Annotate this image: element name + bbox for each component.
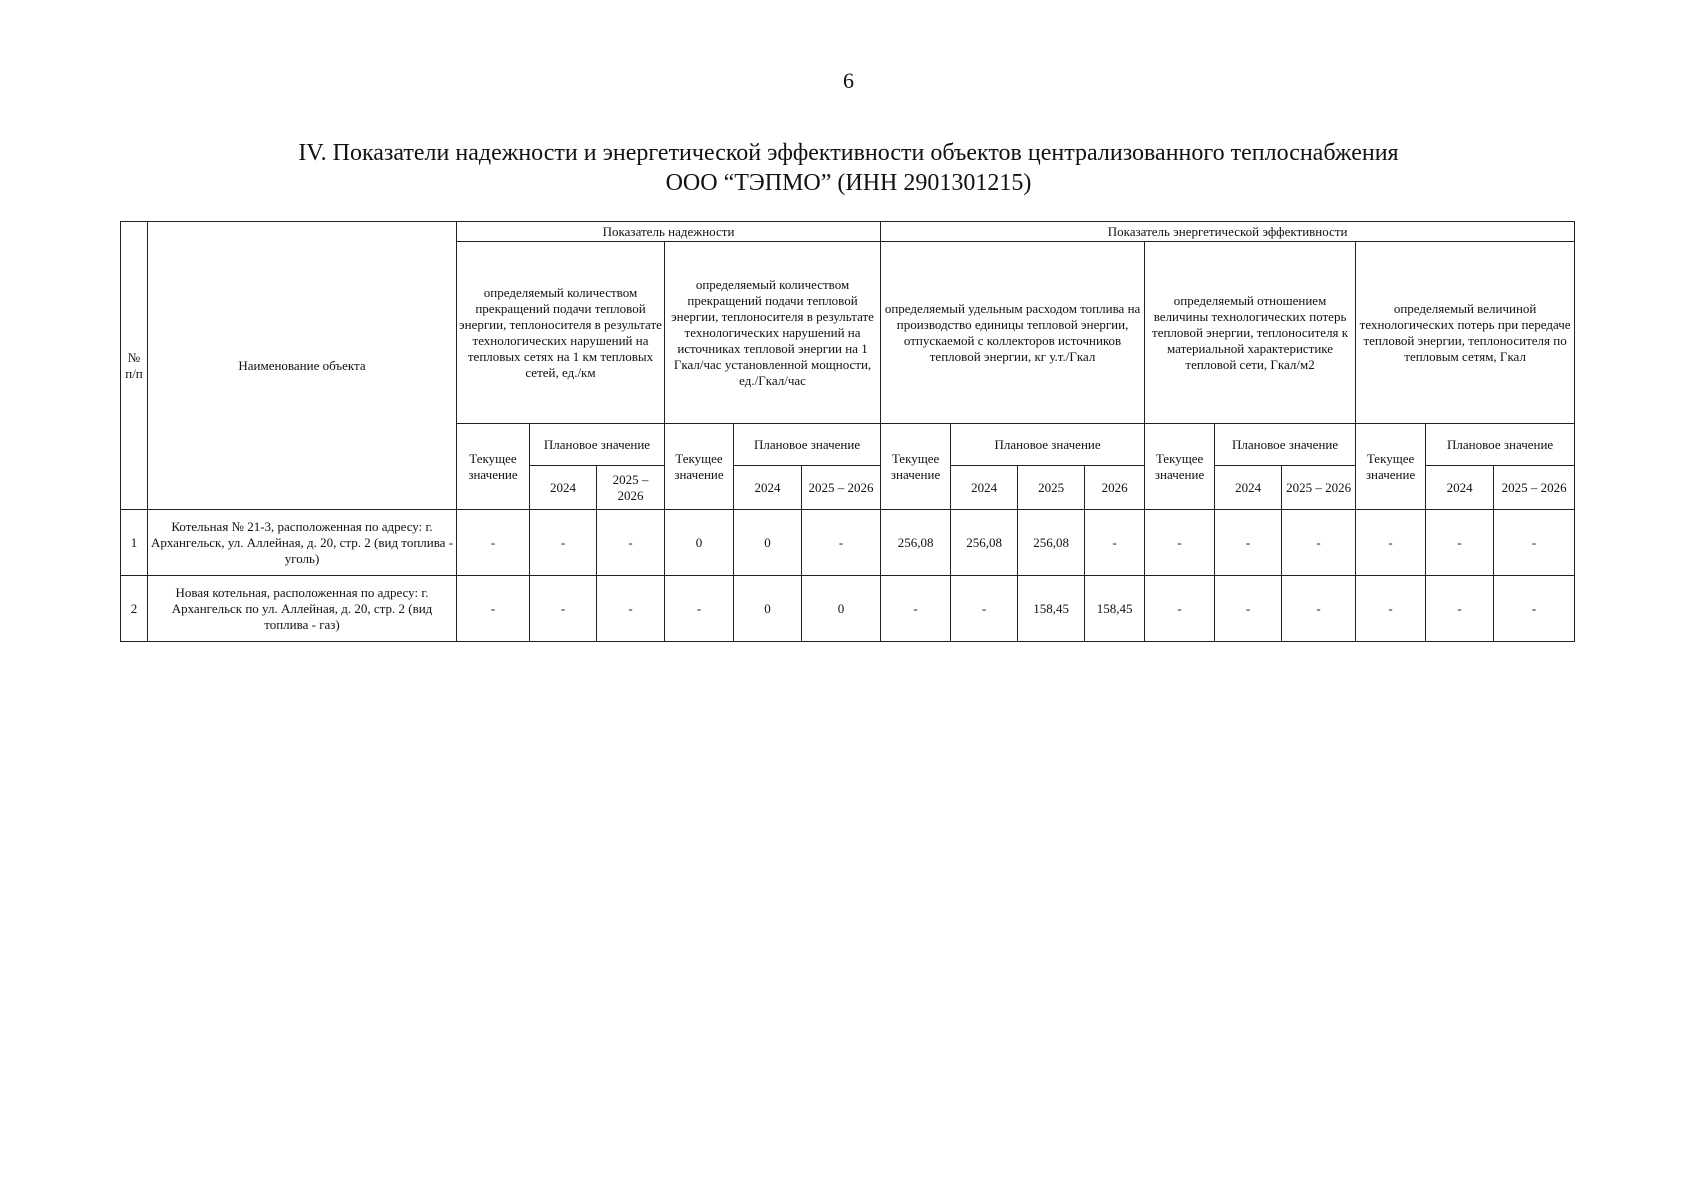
current-value-header: Текущее значение — [881, 424, 951, 510]
planned-value-header: Плановое значение — [951, 424, 1145, 466]
value-cell: 256,08 — [1018, 510, 1085, 576]
value-cell: - — [1215, 576, 1282, 642]
page-title — [0, 138, 1697, 198]
year-header: 2025 – 2026 — [1494, 466, 1575, 510]
value-cell: 158,45 — [1085, 576, 1145, 642]
current-value-header: Текущее значение — [1145, 424, 1215, 510]
col-num-header: № п/п — [121, 222, 148, 510]
indicator-header: определяемый величиной технологических потерь при передаче тепловой энергии, теплоносителя по тепловым сетям, Гкал — [1356, 242, 1575, 424]
value-cell: - — [1494, 510, 1575, 576]
value-cell: - — [530, 576, 597, 642]
year-header: 2026 — [1085, 466, 1145, 510]
value-cell: - — [1282, 510, 1356, 576]
indicator-header: определяемый количеством прекращений подачи тепловой энергии, теплоносителя в результате технологических нарушений на источниках тепловой энергии на 1 Гкал/час установленной мощности, ед./Гкал/час — [665, 242, 881, 424]
value-cell: - — [1356, 510, 1426, 576]
object-name: Котельная № 21-3, расположенная по адресу: г. Архангельск, ул. Аллейная, д. 20, стр. 2 (вид топлива - уголь) — [148, 510, 457, 576]
value-cell: - — [1282, 576, 1356, 642]
value-cell: - — [1215, 510, 1282, 576]
planned-value-header: Плановое значение — [1426, 424, 1575, 466]
value-cell: - — [802, 510, 881, 576]
indicator-header: определяемый количеством прекращений подачи тепловой энергии, теплоносителя в результате технологических нарушений на тепловых сетях на 1 км тепловых сетей, ед./км — [457, 242, 665, 424]
year-header: 2024 — [530, 466, 597, 510]
planned-value-header: Плановое значение — [734, 424, 881, 466]
indicators-table — [120, 221, 1575, 642]
value-cell: - — [1145, 510, 1215, 576]
year-header: 2025 – 2026 — [1282, 466, 1356, 510]
value-cell: 0 — [665, 510, 734, 576]
indicator-header: определяемый удельным расходом топлива на производство единицы тепловой энергии, отпускаемой с коллекторов источников тепловой энергии, кг у.т./Гкал — [881, 242, 1145, 424]
value-cell: - — [1426, 576, 1494, 642]
value-cell: - — [1085, 510, 1145, 576]
value-cell: 256,08 — [881, 510, 951, 576]
current-value-header: Текущее значение — [1356, 424, 1426, 510]
value-cell: - — [1145, 576, 1215, 642]
title-line-2: ООО “ТЭПМО” (ИНН 2901301215) — [665, 170, 1032, 196]
year-header: 2025 – 2026 — [802, 466, 881, 510]
planned-value-header: Плановое значение — [1215, 424, 1356, 466]
group-efficiency-header: Показатель энергетической эффективности — [881, 222, 1575, 242]
value-cell: - — [881, 576, 951, 642]
value-cell: - — [1426, 510, 1494, 576]
value-cell: - — [1494, 576, 1575, 642]
current-value-header: Текущее значение — [665, 424, 734, 510]
value-cell: - — [665, 576, 734, 642]
value-cell: - — [597, 510, 665, 576]
year-header: 2025 – 2026 — [597, 466, 665, 510]
object-name: Новая котельная, расположенная по адресу: г. Архангельск по ул. Аллейная, д. 20, стр. 2 (вид топлива - газ) — [148, 576, 457, 642]
current-value-header: Текущее значение — [457, 424, 530, 510]
value-cell: - — [951, 576, 1018, 642]
value-cell: 0 — [734, 576, 802, 642]
title-line-1: IV. Показатели надежности и энергетической эффективности объектов централизованного теплоснабжения — [298, 140, 1399, 166]
row-number: 1 — [121, 510, 148, 576]
value-cell: - — [457, 510, 530, 576]
value-cell: 158,45 — [1018, 576, 1085, 642]
planned-value-header: Плановое значение — [530, 424, 665, 466]
value-cell: 0 — [734, 510, 802, 576]
value-cell: - — [1356, 576, 1426, 642]
row-number: 2 — [121, 576, 148, 642]
indicator-header: определяемый отношением величины технологических потерь тепловой энергии, теплоносителя к материальной характеристике тепловой сети, Гкал/м2 — [1145, 242, 1356, 424]
year-header: 2025 — [1018, 466, 1085, 510]
value-cell: 0 — [802, 576, 881, 642]
group-reliability-header: Показатель надежности — [457, 222, 881, 242]
year-header: 2024 — [734, 466, 802, 510]
value-cell: - — [457, 576, 530, 642]
table-row — [121, 510, 1575, 576]
col-name-header: Наименование объекта — [148, 222, 457, 510]
table-row — [121, 576, 1575, 642]
year-header: 2024 — [1215, 466, 1282, 510]
value-cell: - — [530, 510, 597, 576]
year-header: 2024 — [951, 466, 1018, 510]
page-number: 6 — [843, 68, 854, 93]
year-header: 2024 — [1426, 466, 1494, 510]
value-cell: 256,08 — [951, 510, 1018, 576]
value-cell: - — [597, 576, 665, 642]
